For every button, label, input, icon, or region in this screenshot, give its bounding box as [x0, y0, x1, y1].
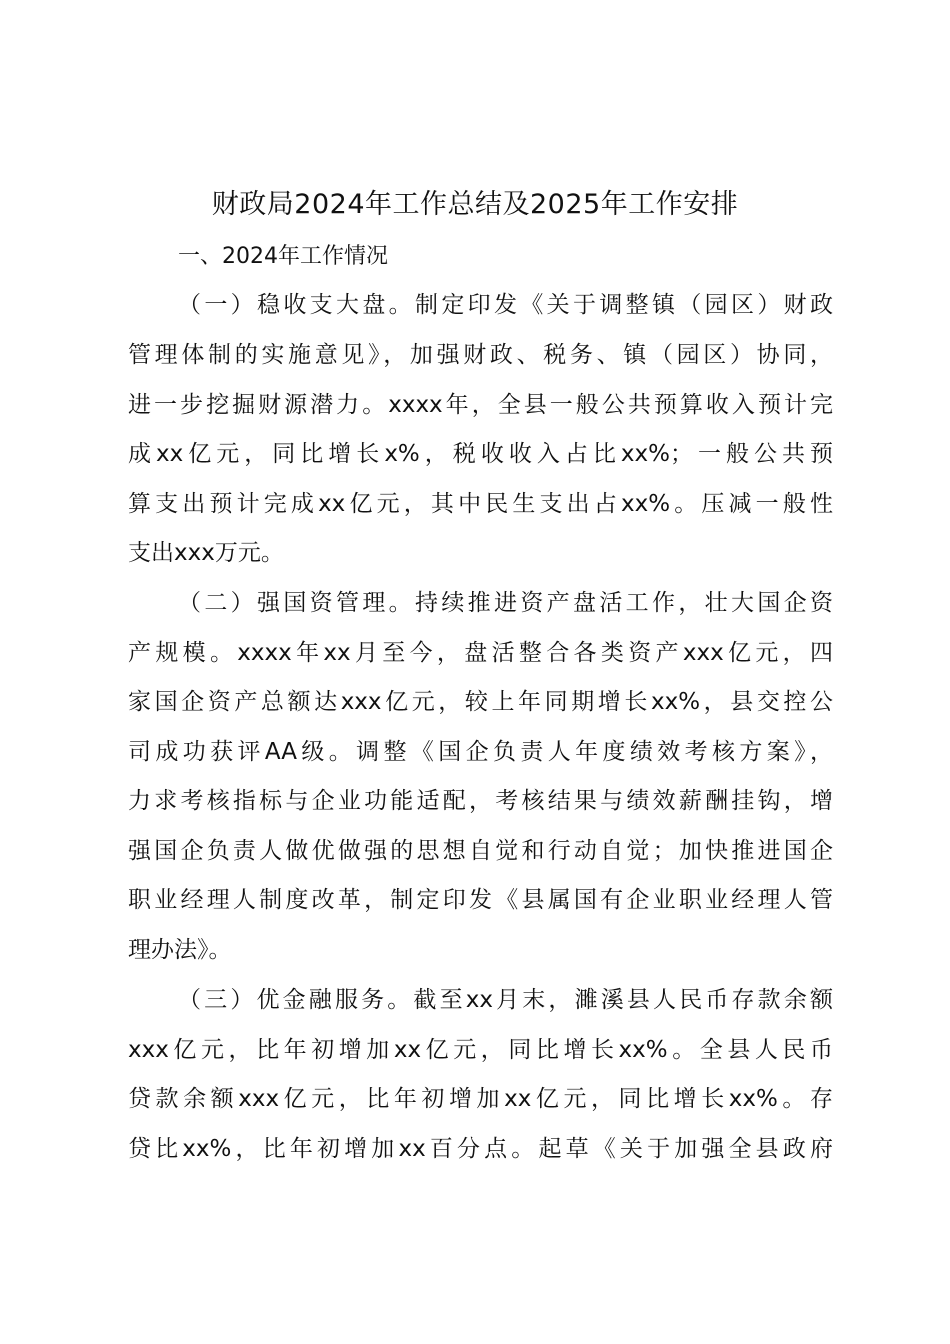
paragraph-line: 贷款余额xxx亿元，比年初增加xx亿元，同比增长xx%。存 — [128, 1086, 833, 1112]
paragraph-line: 贷比xx%，比年初增加xx百分点。起草《关于加强全县政府 — [128, 1136, 833, 1162]
paragraph-line: 理办法》。 — [128, 937, 232, 963]
paragraph-line: （一）稳收支大盘。制定印发《关于调整镇（园区）财政 — [178, 292, 833, 318]
paragraph-line: 强国企负责人做优做强的思想自觉和行动自觉；加快推进国企 — [128, 838, 833, 864]
paragraph-line: （二）强国资管理。持续推进资产盘活工作，壮大国企资 — [178, 590, 833, 616]
paragraph-line: 司成功获评AA级。调整《国企负责人年度绩效考核方案》， — [128, 739, 833, 765]
paragraph-line: 力求考核指标与企业功能适配，考核结果与绩效薪酬挂钩，增 — [128, 788, 833, 814]
section-heading: 一、2024年工作情况 — [178, 244, 388, 269]
document-title: 财政局2024年工作总结及2025年工作安排 — [211, 189, 739, 220]
paragraph-line: xxx亿元，比年初增加xx亿元，同比增长xx%。全县人民币 — [128, 1037, 833, 1063]
paragraph-line: 算支出预计完成xx亿元，其中民生支出占xx%。压减一般性 — [128, 491, 833, 517]
paragraph-line: 产规模。xxxx年xx月至今，盘活整合各类资产xxx亿元，四 — [128, 640, 833, 666]
paragraph-line: 职业经理人制度改革，制定印发《县属国有企业职业经理人管 — [128, 887, 833, 913]
paragraph-line: （三）优金融服务。截至xx月末，濉溪县人民币存款余额 — [178, 987, 833, 1013]
paragraph-line: 进一步挖掘财源潜力。xxxx年，全县一般公共预算收入预计完 — [128, 392, 833, 418]
paragraph-line: 家国企资产总额达xxx亿元，较上年同期增长xx%，县交控公 — [128, 689, 833, 715]
paragraph-line: 成xx亿元，同比增长x%，税收收入占比xx%；一般公共预 — [128, 441, 833, 467]
paragraph-line: 管理体制的实施意见》，加强财政、税务、镇（园区）协同， — [128, 342, 833, 368]
paragraph-line: 支出xxx万元。 — [128, 540, 284, 566]
